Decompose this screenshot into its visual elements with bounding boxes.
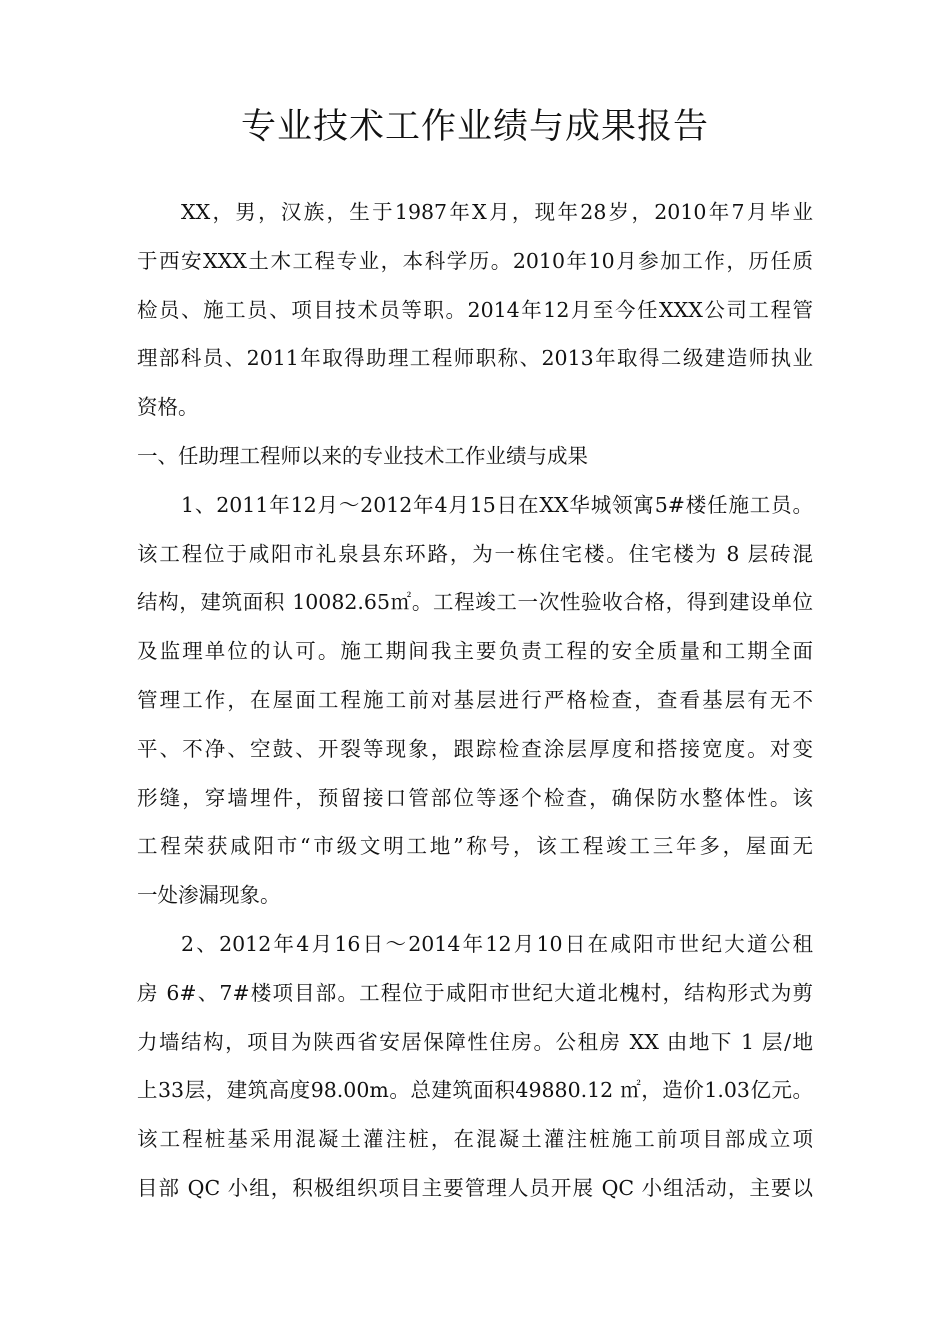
paragraph-line: 力墙结构，项目为陕西省安居保障性住房。公租房 XX 由地下 1 层/地 — [137, 1029, 813, 1054]
paragraph-line: 该工程位于咸阳市礼泉县东环路，为一栋住宅楼。住宅楼为 8 层砖混 — [137, 541, 813, 566]
document-title: 专业技术工作业绩与成果报告 — [240, 107, 709, 147]
paragraph-line: 形缝，穿墙埋件，预留接口管部位等逐个检查，确保防水整体性。该 — [137, 785, 813, 810]
section-heading: 一、任助理工程师以来的专业技术工作业绩与成果 — [137, 443, 588, 468]
paragraph-line: 1、2011年12月～2012年4月15日在XX华城领寓5#楼任施工员。 — [181, 492, 813, 517]
paragraph-line: 房 6#、7#楼项目部。工程位于咸阳市世纪大道北槐村，结构形式为剪 — [137, 980, 813, 1005]
paragraph-line: 资格。 — [137, 395, 199, 420]
paragraph-line: 平、不净、空鼓、开裂等现象，跟踪检查涂层厚度和搭接宽度。对变 — [137, 736, 813, 761]
paragraph-line: 结构，建筑面积 10082.65㎡。工程竣工一次性验收合格，得到建设单位 — [137, 590, 813, 615]
paragraph-line: 上33层，建筑高度98.00m。总建筑面积49880.12 ㎡，造价1.03亿元。 — [137, 1078, 813, 1103]
document-body — [137, 188, 813, 1213]
paragraph-line: 理部科员、2011年取得助理工程师职称、2013年取得二级建造师执业 — [137, 346, 813, 371]
paragraph-line: XX，男，汉族，生于1987年X月，现年28岁，2010年7月毕业 — [181, 200, 813, 224]
paragraph-line: 2、2012年4月16日～2014年12月10日在咸阳市世纪大道公租 — [181, 931, 813, 956]
paragraph-line: 于西安XXX土木工程专业，本科学历。2010年10月参加工作，历任质 — [137, 248, 813, 273]
paragraph-line: 管理工作，在屋面工程施工前对基层进行严格检查，查看基层有无不 — [137, 687, 813, 712]
paragraph-line: 检员、施工员、项目技术员等职。2014年12月至今任XXX公司工程管 — [137, 297, 813, 322]
paragraph-line: 目部 QC 小组，积极组织项目主要管理人员开展 QC 小组活动，主要以 — [137, 1175, 813, 1200]
paragraph-line: 一处渗漏现象。 — [137, 883, 281, 908]
paragraph-line: 工程荣获咸阳市“市级文明工地”称号，该工程竣工三年多，屋面无 — [137, 834, 813, 859]
paragraph-line: 及监理单位的认可。施工期间我主要负责工程的安全质量和工期全面 — [137, 639, 813, 664]
paragraph-line: 该工程桩基采用混凝土灌注桩，在混凝土灌注桩施工前项目部成立项 — [137, 1127, 813, 1152]
